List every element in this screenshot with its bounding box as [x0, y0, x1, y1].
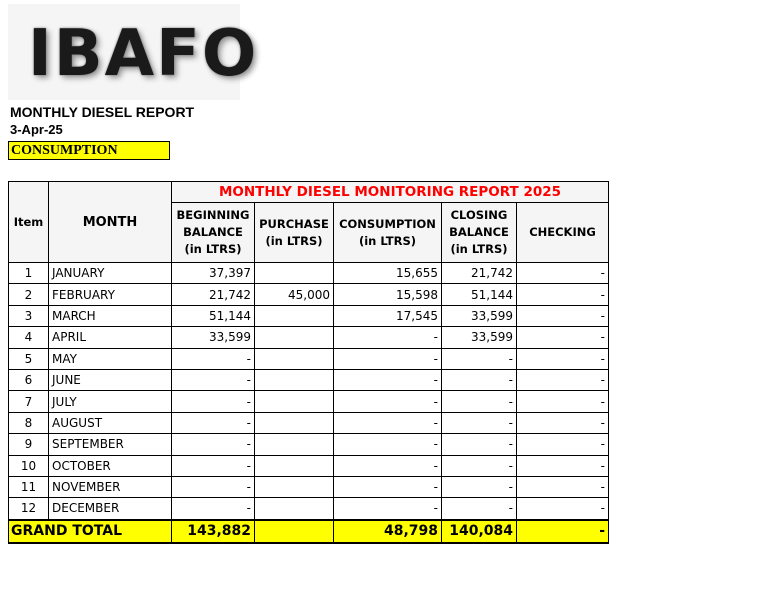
total-checking: - [517, 520, 609, 543]
cell-purchase [255, 455, 334, 476]
cell-item: 2 [9, 284, 49, 305]
cell-checking: - [517, 263, 609, 284]
grand-total-row [9, 520, 609, 543]
cell-closing: - [442, 348, 517, 369]
col-header-beginning [172, 203, 255, 263]
cell-checking: - [517, 455, 609, 476]
table-row [9, 263, 609, 284]
cell-consumption: 15,655 [334, 263, 442, 284]
cell-month: OCTOBER [49, 455, 172, 476]
cell-checking: - [517, 434, 609, 455]
cell-beginning: - [172, 498, 255, 520]
cell-purchase [255, 434, 334, 455]
table-row [9, 476, 609, 497]
cell-purchase [255, 327, 334, 348]
cell-beginning: - [172, 476, 255, 497]
cell-month: APRIL [49, 327, 172, 348]
col-header-checking: CHECKING [517, 203, 609, 263]
cell-beginning: 33,599 [172, 327, 255, 348]
sheet-tag: CONSUMPTION [8, 141, 170, 160]
table-row [9, 434, 609, 455]
cell-purchase [255, 348, 334, 369]
diesel-report-table [8, 181, 609, 544]
cell-consumption: 15,598 [334, 284, 442, 305]
cell-purchase [255, 263, 334, 284]
cell-consumption: - [334, 348, 442, 369]
cell-checking: - [517, 327, 609, 348]
cell-month: NOVEMBER [49, 476, 172, 497]
cell-beginning: - [172, 391, 255, 412]
table-main-header: MONTHLY DIESEL MONITORING REPORT 2025 [172, 182, 609, 203]
cell-month: JANUARY [49, 263, 172, 284]
cell-item: 9 [9, 434, 49, 455]
cell-item: 3 [9, 305, 49, 326]
cell-beginning: - [172, 412, 255, 433]
table-row [9, 305, 609, 326]
cell-purchase [255, 305, 334, 326]
col-header-consumption-line2: (in LTRS) [358, 233, 417, 248]
col-header-closing-line1: CLOSING [450, 208, 508, 222]
cell-closing: - [442, 455, 517, 476]
col-header-beginning-line2: BALANCE [183, 225, 243, 239]
cell-consumption: - [334, 476, 442, 497]
cell-checking: - [517, 391, 609, 412]
cell-beginning: 37,397 [172, 263, 255, 284]
cell-item: 7 [9, 391, 49, 412]
col-header-beginning-line1: BEGINNING [176, 208, 250, 222]
cell-purchase: 45,000 [255, 284, 334, 305]
logo-container [8, 4, 259, 100]
cell-beginning: - [172, 434, 255, 455]
table-row [9, 369, 609, 390]
total-beginning: 143,882 [172, 520, 255, 543]
cell-consumption: - [334, 455, 442, 476]
cell-purchase [255, 476, 334, 497]
cell-consumption: - [334, 498, 442, 520]
col-header-purchase-line1: PURCHASE [259, 216, 329, 231]
cell-closing: - [442, 391, 517, 412]
col-header-closing-line3: (in LTRS) [450, 242, 508, 256]
cell-closing: - [442, 476, 517, 497]
table-row [9, 498, 609, 520]
cell-closing: 33,599 [442, 305, 517, 326]
cell-month: JULY [49, 391, 172, 412]
col-header-beginning-line3: (in LTRS) [184, 242, 242, 256]
cell-closing: 51,144 [442, 284, 517, 305]
table-row [9, 327, 609, 348]
col-header-purchase [255, 203, 334, 263]
cell-purchase [255, 369, 334, 390]
cell-consumption: - [334, 434, 442, 455]
cell-checking: - [517, 412, 609, 433]
cell-item: 1 [9, 263, 49, 284]
table-row [9, 412, 609, 433]
cell-item: 8 [9, 412, 49, 433]
cell-beginning: - [172, 348, 255, 369]
cell-item: 5 [9, 348, 49, 369]
cell-month: MARCH [49, 305, 172, 326]
cell-consumption: - [334, 391, 442, 412]
cell-item: 4 [9, 327, 49, 348]
cell-closing: 33,599 [442, 327, 517, 348]
table-row [9, 284, 609, 305]
cell-month: SEPTEMBER [49, 434, 172, 455]
cell-checking: - [517, 498, 609, 520]
cell-item: 12 [9, 498, 49, 520]
col-header-closing-line2: BALANCE [449, 225, 509, 239]
col-header-closing [442, 203, 517, 263]
total-purchase [255, 520, 334, 543]
table-body [9, 263, 609, 543]
col-header-month: MONTH [49, 182, 172, 263]
cell-beginning: 21,742 [172, 284, 255, 305]
col-header-consumption-line1: CONSUMPTION [339, 216, 436, 231]
cell-checking: - [517, 476, 609, 497]
col-header-consumption [334, 203, 442, 263]
table-row [9, 455, 609, 476]
cell-month: MAY [49, 348, 172, 369]
grand-total-label: GRAND TOTAL [9, 520, 172, 543]
cell-beginning: - [172, 455, 255, 476]
cell-checking: - [517, 305, 609, 326]
table-row [9, 348, 609, 369]
cell-checking: - [517, 284, 609, 305]
cell-purchase [255, 498, 334, 520]
cell-closing: - [442, 434, 517, 455]
company-logo: IBAFO [28, 17, 259, 91]
cell-beginning: - [172, 369, 255, 390]
cell-closing: - [442, 412, 517, 433]
cell-item: 6 [9, 369, 49, 390]
cell-month: AUGUST [49, 412, 172, 433]
cell-item: 11 [9, 476, 49, 497]
col-header-purchase-line2: (in LTRS) [265, 233, 323, 248]
cell-item: 10 [9, 455, 49, 476]
total-closing: 140,084 [442, 520, 517, 543]
cell-month: JUNE [49, 369, 172, 390]
table-row [9, 391, 609, 412]
cell-checking: - [517, 348, 609, 369]
cell-consumption: 17,545 [334, 305, 442, 326]
cell-consumption: - [334, 412, 442, 433]
cell-month: DECEMBER [49, 498, 172, 520]
cell-closing: - [442, 369, 517, 390]
cell-checking: - [517, 369, 609, 390]
cell-purchase [255, 391, 334, 412]
report-date: 3-Apr-25 [10, 122, 63, 137]
cell-month: FEBRUARY [49, 284, 172, 305]
cell-closing: 21,742 [442, 263, 517, 284]
cell-consumption: - [334, 327, 442, 348]
report-title: MONTHLY DIESEL REPORT [10, 104, 195, 120]
total-consumption: 48,798 [334, 520, 442, 543]
cell-closing: - [442, 498, 517, 520]
cell-consumption: - [334, 369, 442, 390]
cell-beginning: 51,144 [172, 305, 255, 326]
col-header-item: Item [9, 182, 49, 263]
cell-purchase [255, 412, 334, 433]
